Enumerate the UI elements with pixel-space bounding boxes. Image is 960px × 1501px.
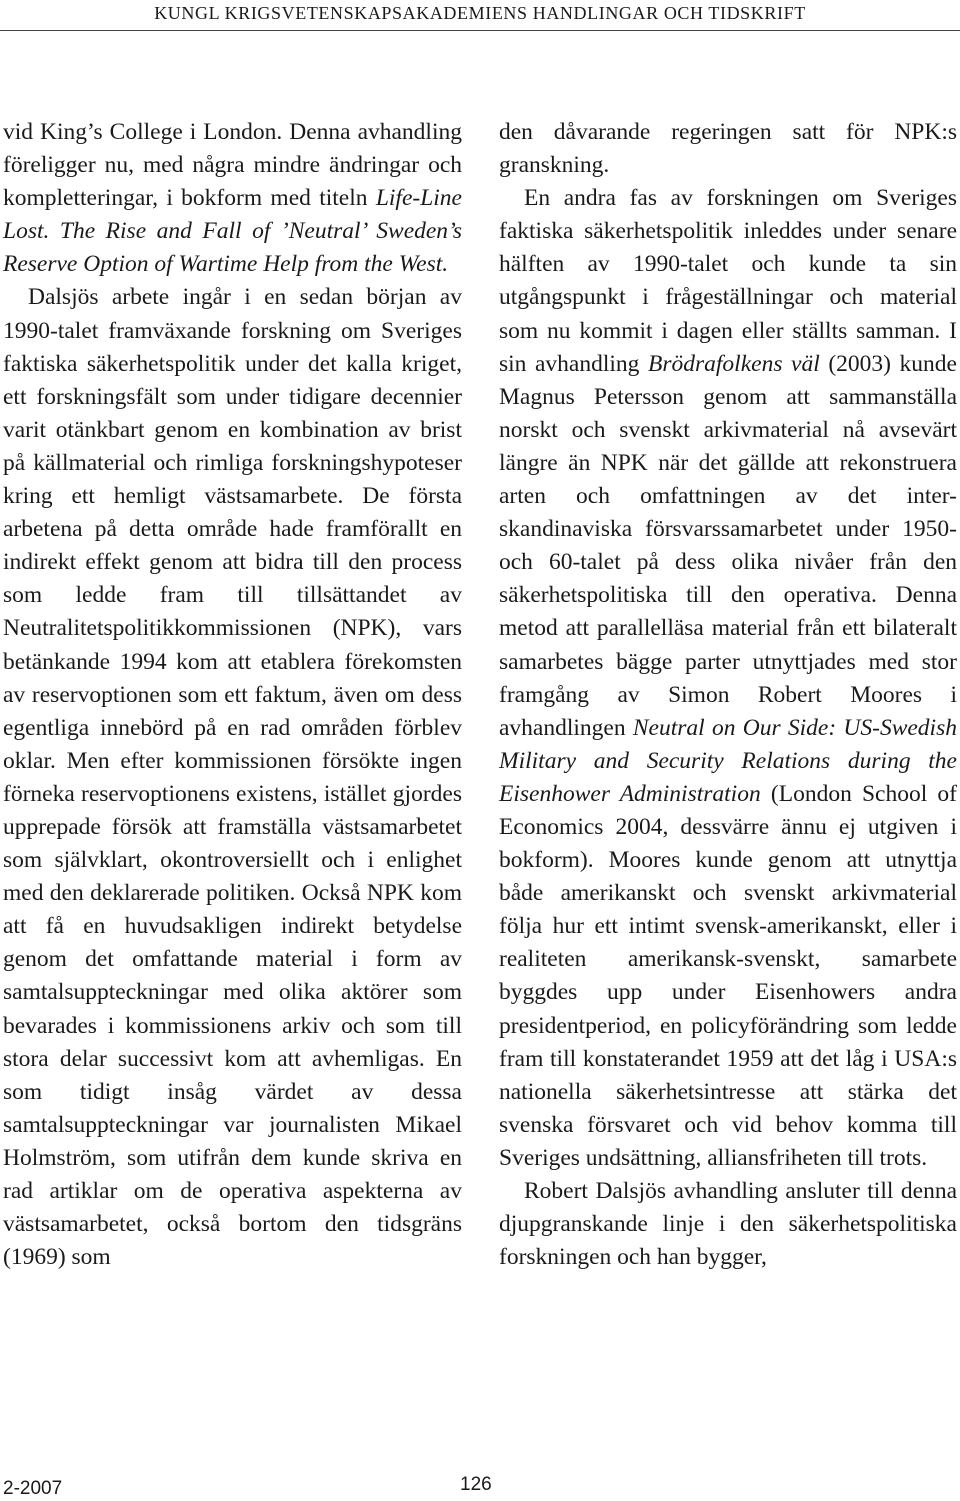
right-paragraph-1: den dåvarande regeringen satt för NPK:s granskning. <box>499 119 957 179</box>
right-paragraph-2-text-a: En andra fas av forskningen om Sveriges faktiska säkerhetspolitik inleddes under senare hälften av 1990-talet och kunde ta sin utgångspunkt i frågeställningar och material som nu kommit i dagen eller ställts samman. I sin avhandling <box>499 185 957 377</box>
left-paragraph-2: Dalsjös arbete ingår i en sedan början av 1990-talet framväxande forskning om Sveriges faktiska säkerhetspolitik under det kalla kriget, ett forskningsfält som under tidigare decennier varit otänkbart genom en kombination av brist på källmaterial och rimliga forskningshypoteser kring ett hemligt västsamarbete. De första arbetena på detta område hade framförallt en indirekt effekt genom att bidra till den process som ledde fram till tillsättandet av Neutralitetspolitikkommissionen (NPK), vars betänkande 1994 kom att etablera förekomsten av reservoptionen som ett faktum, även om dess egentliga innebörd på en rad områden förblev oklar. Men efter kommissionen försökte ingen förneka reservoptionens existens, istället gjordes upprepade försök att framställa västsamarbetet som självklart, okontroversiellt och i enlighet med den deklarerade politiken. Också NPK kom att få en huvudsakligen indirekt betydelse genom det omfattande material i form av samtalsuppteckningar med olika aktörer som bevarades i kommissionens arkiv och som till stora delar successivt kom att avhemligas. En som tidigt insåg värdet av dessa samtalsuppteckningar var journalisten Mikael Holmström, som utifrån dem kunde skriva en rad artiklar om de operativa aspekterna av västsamarbetet, också bortom den tidsgräns (1969) som <box>3 284 462 1271</box>
book-title-brodrafolkens-val: Brödrafolkens väl <box>648 350 820 377</box>
issue-number: 2-2007 <box>3 1478 63 1499</box>
right-paragraph-3: Robert Dalsjös avhandling ansluter till denna djupgranskande linje i den säkerhetspolitiska forskningen och han bygger, <box>499 1178 957 1271</box>
page-number: 126 <box>460 1474 492 1495</box>
left-paragraph-1-text: vid King’s College i London. Denna avhandling föreligger nu, med några mindre ändringar och kompletteringar, i bokform med titeln <box>3 119 462 212</box>
left-column <box>3 116 462 1274</box>
right-paragraph-2-text-b: (2003) kunde Magnus Petersson genom att sammanställa norskt och svenskt arkivmaterial nå avsevärt längre än NPK när det gällde att rekonstruera arten och omfattningen av det inter-skandinaviska försvarssamarbetet under 1950- och 60-talet på dess olika nivåer från den säkerhetspolitiska till den operativa. Denna metod att parallelläsa material från ett bilateralt samarbetes bägge parter utnyttjades med stor framgång av Simon Robert Moores i avhandlingen <box>499 350 957 741</box>
book-title-neutral-on-our-side: Neutral on Our Side: US-Swedish Military and Security Relations during the Eisenhower Administration <box>499 714 957 807</box>
header-rule <box>0 30 960 31</box>
right-paragraph-2-text-c: (London School of Economics 2004, dessvärre ännu ej utgiven i bokform). Moores kunde genom att utnyttja både amerikanskt och svenskt arkivmaterial följa hur ett intimt svensk-amerikanskt, eller i realiteten amerikansk-svenskt, samarbete byggdes upp under Eisenhowers andra presidentperiod, en policyförändring som ledde fram till konstaterandet 1959 att det låg i USA:s nationella säkerhetsintresse att stärka det svenska försvaret och vid behov komma till Sveriges undsättning, alliansfriheten till trots. <box>499 780 957 1171</box>
left-paragraph-1 <box>3 116 462 281</box>
running-head: KUNGL KRIGSVETENSKAPSAKADEMIENS HANDLINGAR OCH TIDSKRIFT <box>154 3 806 23</box>
right-column <box>499 116 957 1274</box>
right-paragraph-2 <box>499 182 957 1175</box>
book-title-life-line-lost: Life-Line Lost. The Rise and Fall of ’Neutral’ Sweden’s Reserve Option of Wartime Help from the West. <box>3 185 462 278</box>
